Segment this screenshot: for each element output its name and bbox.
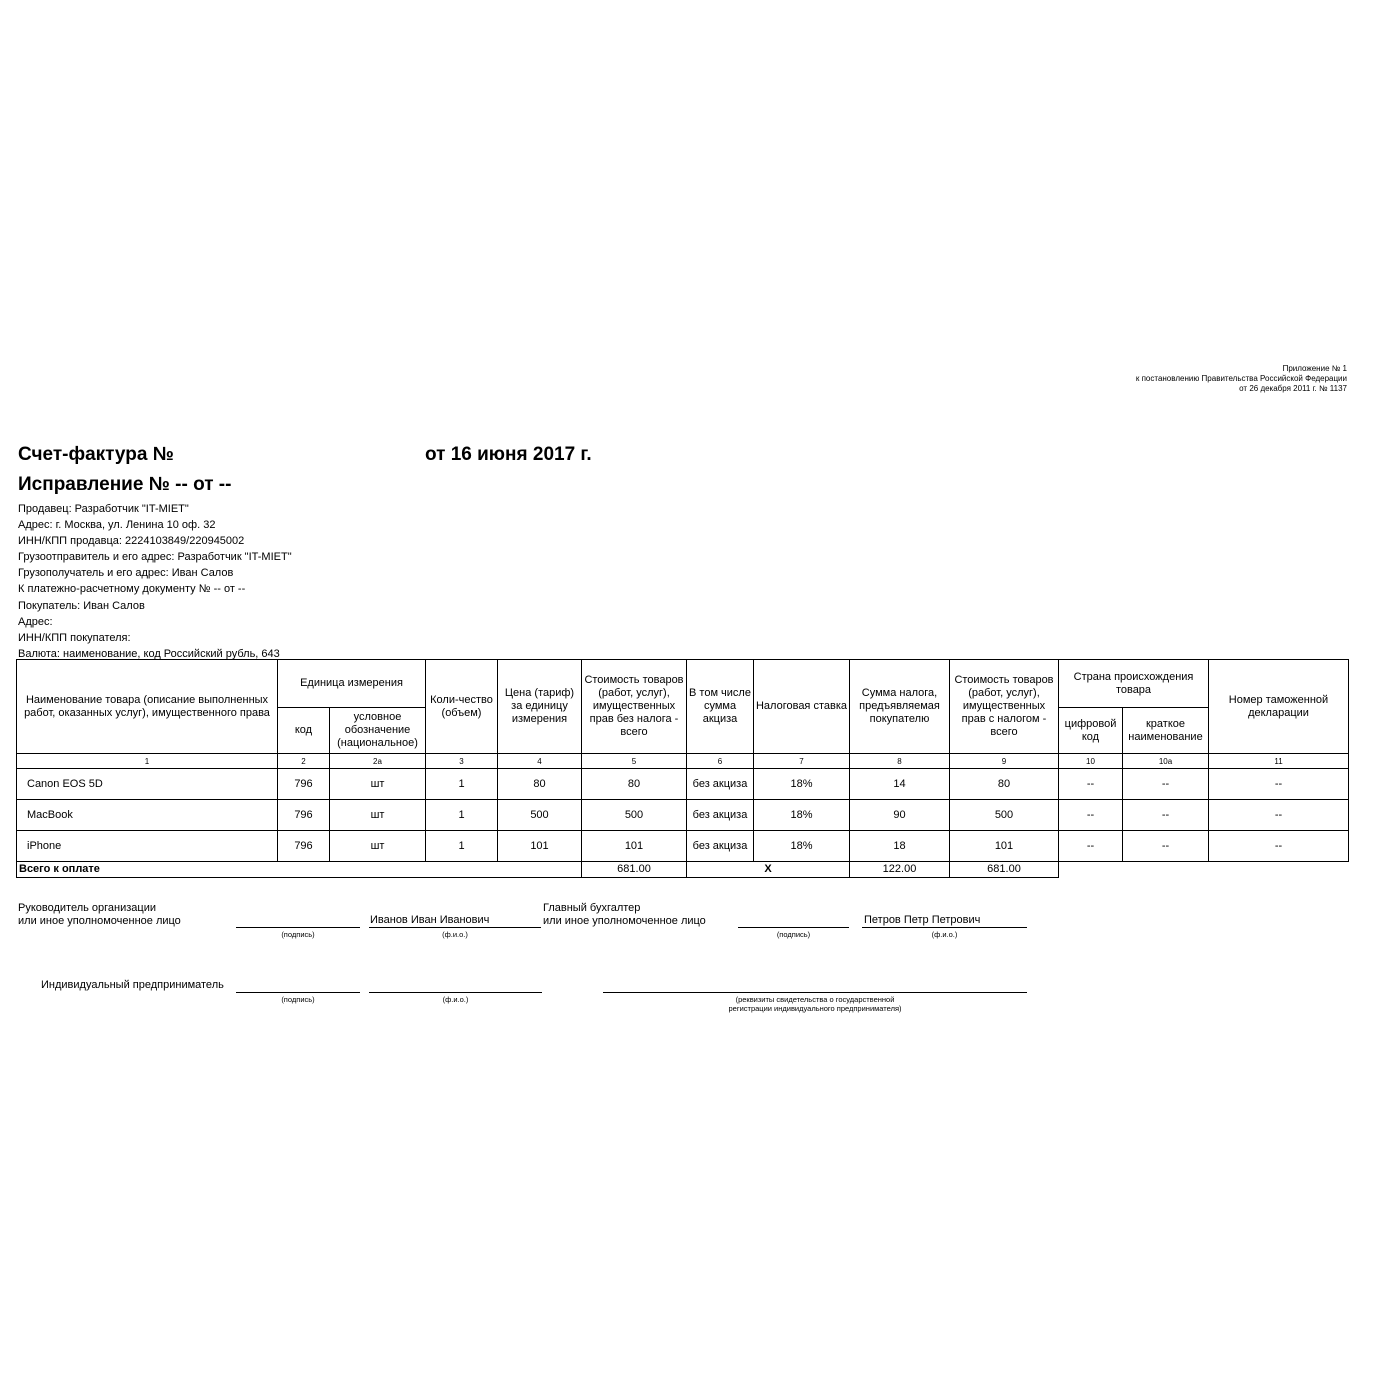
total-row	[17, 862, 1349, 878]
cell-unit-code: 796	[278, 769, 330, 800]
cell-cost-no-tax: 101	[582, 831, 687, 862]
header-declaration: Номер таможенной декларации	[1209, 660, 1349, 754]
col-number: 10	[1059, 754, 1123, 769]
cell-declaration: --	[1209, 769, 1349, 800]
table-row	[17, 769, 1349, 800]
header-country-code: цифровой код	[1059, 708, 1123, 754]
info-seller: Продавец: Разработчик "IT-MIET"	[18, 503, 189, 515]
accountant-label-line-1: Главный бухгалтер	[543, 902, 641, 914]
table-row	[17, 800, 1349, 831]
requisites-line	[603, 992, 1027, 993]
cell-qty: 1	[426, 769, 498, 800]
requisites-caption-line-2: регистрации индивидуального предпринимателя)	[728, 1004, 902, 1013]
header-unit-code: код	[278, 708, 330, 754]
cell-unit-symbol: шт	[330, 769, 426, 800]
invoice-date: от 16 июня 2017 г.	[425, 444, 592, 465]
cell-excise: без акциза	[687, 831, 754, 862]
info-seller-inn: ИНН/КПП продавца: 2224103849/220945002	[18, 535, 245, 548]
cell-tax-rate: 18%	[754, 769, 850, 800]
accountant-signature-line	[738, 927, 849, 928]
info-shipper: Грузоотправитель и его адрес: Разработчик "IT-MIET"	[18, 551, 292, 564]
total-excise: Х	[687, 862, 850, 878]
head-fio-caption: (ф.и.о.)	[442, 930, 468, 939]
cell-tax-sum: 18	[850, 831, 950, 862]
cell-qty: 1	[426, 831, 498, 862]
cell-unit-symbol: шт	[330, 800, 426, 831]
invoice-info	[18, 501, 292, 662]
cell-qty: 1	[426, 800, 498, 831]
header-unit: Единица измерения	[278, 660, 426, 708]
col-number: 5	[582, 754, 687, 769]
header-name: Наименование товара (описание выполненных работ, оказанных услуг), имущественного права	[17, 660, 278, 754]
requisites-caption	[603, 995, 1027, 1013]
cell-price: 101	[498, 831, 582, 862]
header-unit-symbol: условное обозначение (национальное)	[330, 708, 426, 754]
cell-cost-no-tax: 500	[582, 800, 687, 831]
info-currency: Валюта: наименование, код Российский рубль, 643	[18, 647, 280, 660]
header-tax-rate: Налоговая ставка	[754, 660, 850, 754]
head-name: Иванов Иван Иванович	[370, 914, 490, 926]
entrepreneur-signature-line	[236, 992, 360, 993]
head-signature-line	[236, 927, 360, 928]
cell-declaration: --	[1209, 831, 1349, 862]
appendix-line-1: Приложение № 1	[1282, 364, 1347, 373]
header-price: Цена (тариф) за единицу измерения	[498, 660, 582, 754]
header-excise: В том числе сумма акциза	[687, 660, 754, 754]
correction-title: Исправление № -- от --	[18, 474, 232, 495]
cell-cost-no-tax: 80	[582, 769, 687, 800]
cell-tax-sum: 14	[850, 769, 950, 800]
cell-unit-code: 796	[278, 831, 330, 862]
col-number: 7	[754, 754, 850, 769]
head-label-line-1: Руководитель организации	[18, 902, 157, 914]
cell-tax-rate: 18%	[754, 800, 850, 831]
info-buyer: Покупатель: Иван Салов	[18, 599, 145, 612]
info-seller-address: Адрес: г. Москва, ул. Ленина 10 оф. 32	[18, 519, 216, 532]
header-country-name: краткое наименование	[1123, 708, 1209, 754]
invoice-title: Счет-фактура №	[18, 444, 174, 465]
entrepreneur-fio-caption: (ф.и.о.)	[442, 995, 469, 1004]
head-label-line-2: или иное уполномоченное лицо	[18, 915, 181, 927]
header-country: Страна происхождения товара	[1059, 660, 1209, 708]
accountant-name: Петров Петр Петрович	[864, 914, 981, 926]
cell-cost-with-tax: 101	[950, 831, 1059, 862]
col-number: 9	[950, 754, 1059, 769]
col-number: 4	[498, 754, 582, 769]
accountant-name-line	[862, 927, 1027, 928]
cell-country-code: --	[1059, 800, 1123, 831]
entrepreneur-label: Индивидуальный предприниматель	[41, 979, 224, 991]
col-number: 6	[687, 754, 754, 769]
accountant-signature-label	[543, 902, 706, 928]
col-number: 2	[278, 754, 330, 769]
header-qty: Коли-чество (объем)	[426, 660, 498, 754]
entrepreneur-signature-caption: (подпись)	[281, 995, 315, 1004]
head-signature-caption: (подпись)	[281, 930, 315, 939]
col-number: 3	[426, 754, 498, 769]
cell-declaration: --	[1209, 800, 1349, 831]
appendix-line-3: от 26 декабря 2011 г. № 1137	[1239, 384, 1347, 393]
cell-unit-code: 796	[278, 800, 330, 831]
accountant-label-line-2: или иное уполномоченное лицо	[543, 915, 706, 927]
header-tax-sum: Сумма налога, предъявляемая покупателю	[850, 660, 950, 754]
info-consignee: Грузополучатель и его адрес: Иван Салов	[18, 567, 234, 580]
cell-price: 80	[498, 769, 582, 800]
cell-tax-rate: 18%	[754, 831, 850, 862]
total-empty	[1059, 862, 1349, 878]
accountant-fio-caption: (ф.и.о.)	[931, 930, 958, 939]
column-numbers-row	[17, 754, 1349, 769]
header-cost-with-tax: Стоимость товаров (работ, услуг), имущественных прав с налогом - всего	[950, 660, 1059, 754]
cell-country-code: --	[1059, 831, 1123, 862]
cell-excise: без акциза	[687, 800, 754, 831]
cell-country-name: --	[1123, 800, 1209, 831]
table-row	[17, 831, 1349, 862]
requisites-caption-line-1: (реквизиты свидетельства о государственной	[735, 995, 895, 1004]
accountant-signature-caption: (подпись)	[776, 930, 811, 939]
cell-country-code: --	[1059, 769, 1123, 800]
cell-cost-with-tax: 80	[950, 769, 1059, 800]
cell-unit-symbol: шт	[330, 831, 426, 862]
cell-country-name: --	[1123, 769, 1209, 800]
head-name-line	[369, 927, 541, 928]
col-number: 8	[850, 754, 950, 769]
entrepreneur-name-line	[369, 992, 542, 993]
cell-cost-with-tax: 500	[950, 800, 1059, 831]
total-cost-with-tax: 681.00	[950, 862, 1059, 878]
total-label: Всего к оплате	[17, 862, 582, 878]
info-buyer-inn: ИНН/КПП покупателя:	[18, 631, 131, 644]
cell-name: MacBook	[17, 800, 278, 831]
col-number: 10а	[1123, 754, 1209, 769]
cell-tax-sum: 90	[850, 800, 950, 831]
cell-name: iPhone	[17, 831, 278, 862]
appendix-note	[1136, 364, 1347, 394]
info-payment-doc: К платежно-расчетному документу № -- от --	[18, 583, 246, 596]
invoice-table	[16, 659, 1349, 878]
header-cost-no-tax: Стоимость товаров (работ, услуг), имущественных прав без налога - всего	[582, 660, 687, 754]
total-tax-sum: 122.00	[850, 862, 950, 878]
cell-price: 500	[498, 800, 582, 831]
total-cost-no-tax: 681.00	[582, 862, 687, 878]
col-number: 11	[1209, 754, 1349, 769]
info-buyer-address: Адрес:	[18, 615, 53, 628]
col-number: 2а	[330, 754, 426, 769]
cell-name: Canon EOS 5D	[17, 769, 278, 800]
head-signature-label	[18, 902, 181, 928]
appendix-line-2: к постановлению Правительства Российской Федерации	[1135, 374, 1347, 383]
cell-excise: без акциза	[687, 769, 754, 800]
col-number: 1	[17, 754, 278, 769]
cell-country-name: --	[1123, 831, 1209, 862]
